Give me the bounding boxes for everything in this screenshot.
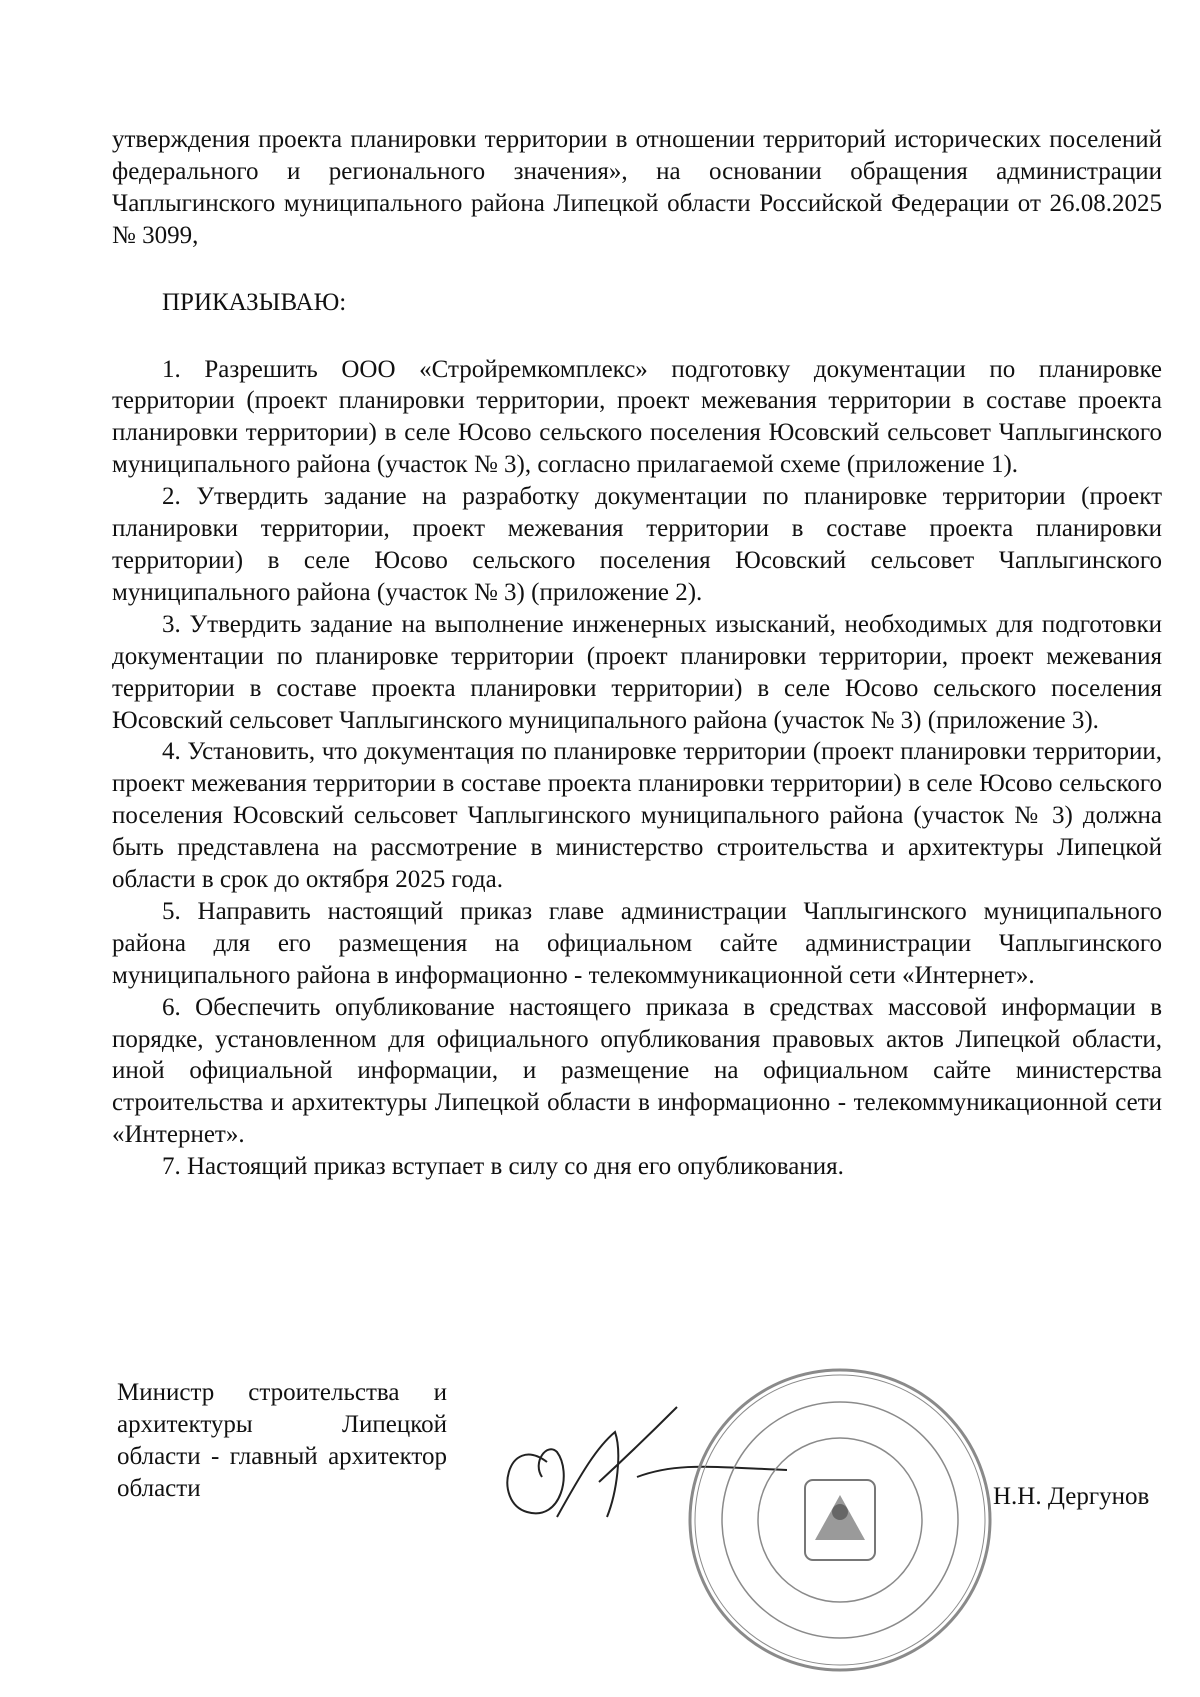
item-5: 5. Направить настоящий приказ главе администрации Чаплыгинского муниципального района для его размещения на официальном сайте администрации Чаплыгинского муниципального района в информационно - телекоммуникационной сети «Интернет». (112, 897, 1162, 989)
item-6: 6. Обеспечить опубликование настоящего приказа в средствах массовой информации в порядке, установленном для официального опубликования правовых актов Липецкой области, иной официальной информации, и размещение на официальном сайте министерства строительства и архитектуры Липецкой области в информационно - телекоммуникационной сети «Интернет». (112, 993, 1162, 1149)
item-3: 3. Утвердить задание на выполнение инженерных изысканий, необходимых для подготовки документации по планировке территории (проект планировки территории, проект межевания территории в составе проекта планировки территории) в селе Юсово сельского поселения Юсовский сельсовет Чаплыгинского муниципального района (участок № 3) (приложение 3). (112, 610, 1162, 734)
signature-block (117, 1377, 1167, 1587)
signatory-title: Министр строительства и архитектуры Липецкой области - главный архитектор области (117, 1379, 447, 1502)
item-1: 1. Разрешить ООО «Стройремкомплекс» подготовку документации по планировке территории (проект планировки территории, проект межевания территории в составе проекта планировки территории) в селе Юсово сельского поселения Юсовский сельсовет Чаплыгинского муниципального района (участок № 3), согласно прилагаемой схеме (приложение 1). (112, 355, 1162, 479)
document-body (112, 124, 1162, 1183)
item-4: 4. Установить, что документация по планировке территории (проект планировки территории, проект межевания территории в составе проекта планировки территории) в селе Юсово сельского поселения Юсовский сельсовет Чаплыгинского муниципального района (участок № 3) должна быть представлена на рассмотрение в министерство строительства и архитектуры Липецкой области в срок до октября 2025 года. (112, 738, 1162, 894)
item-7: 7. Настоящий приказ вступает в силу со дня его опубликования. (162, 1153, 844, 1181)
handwritten-signature (487, 1352, 827, 1582)
signatory-name: Н.Н. Дергунов (993, 1483, 1150, 1510)
intro-paragraph: утверждения проекта планировки территории в отношении территорий исторических поселений федерального и регионального значения», на основании обращения администрации Чаплыгинского муниципального района Липецкой области Российской Федерации от 26.08.2025 № 3099, (112, 126, 1162, 249)
item-2: 2. Утвердить задание на разработку документации по планировке территории (проект планировки территории, проект межевания территории в составе проекта планировки территории) в селе Юсово сельского поселения Юсовский сельсовет Чаплыгинского муниципального района (участок № 3) (приложение 2). (112, 483, 1162, 606)
order-heading: ПРИКАЗЫВАЮ: (162, 288, 347, 316)
